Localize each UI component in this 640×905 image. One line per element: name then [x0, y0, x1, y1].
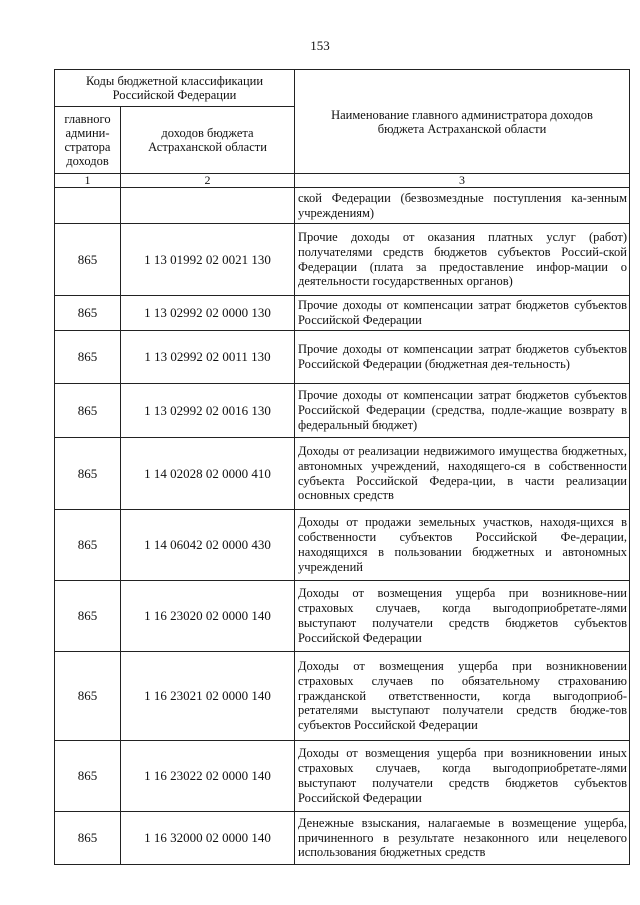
income-name: Доходы от возмещения ущерба при возникновении иных страховых случаев, когда выгодоприобретате-лями выступают получатели средств бюджетов субъектов Российской Федерации: [295, 741, 630, 812]
table-row: [55, 224, 630, 296]
income-name: Доходы от возмещения ущерба при возникновении страховых случаев по обязательному страхованию гражданской ответственности, когда выгодоприоб-ретателями выступают получатели средств бюдже-тов субъектов Российской Федерации: [295, 652, 630, 741]
table-row: [55, 812, 630, 865]
income-code: 1 13 02992 02 0016 130: [121, 384, 295, 438]
admin-code: [55, 188, 121, 224]
admin-code: 865: [55, 652, 121, 741]
admin-code: 865: [55, 741, 121, 812]
table-row: [55, 510, 630, 581]
admin-code: 865: [55, 581, 121, 652]
table-row: [55, 438, 630, 510]
admin-code: 865: [55, 331, 121, 384]
income-code: 1 16 32000 02 0000 140: [121, 812, 295, 865]
admin-column-header: главного админи-стратора доходов: [55, 107, 121, 174]
admin-code: 865: [55, 224, 121, 296]
table-row: [55, 741, 630, 812]
income-code: 1 16 23021 02 0000 140: [121, 652, 295, 741]
income-name: Прочие доходы от компенсации затрат бюджетов субъектов Российской Федерации (бюджетная дея-тельность): [295, 331, 630, 384]
income-name: Прочие доходы от компенсации затрат бюджетов субъектов Российской Федерации: [295, 296, 630, 331]
income-name: Доходы от реализации недвижимого имущества бюджетных, автономных учреждений, находящего-ся в собственности субъекта Российской Федера-ции, в части реализации основных средств: [295, 438, 630, 510]
table-row: [55, 384, 630, 438]
income-column-header: доходов бюджета Астраханской области: [121, 107, 295, 174]
column-number: 1: [55, 174, 121, 188]
income-name: Прочие доходы от оказания платных услуг (работ) получателями средств бюджетов субъектов Россий-ской Федерации (плата за предоставление инфор-мации о деятельности государственных органов): [295, 224, 630, 296]
income-code: 1 13 02992 02 0000 130: [121, 296, 295, 331]
income-name: Денежные взыскания, налагаемые в возмещение ущерба, причиненного в результате незаконного или нецелевого использования бюджетных средств: [295, 812, 630, 865]
page-number: 153: [310, 38, 330, 53]
income-name: Прочие доходы от компенсации затрат бюджетов субъектов Российской Федерации (средства, подле-жащие возврату в федеральный бюджет): [295, 384, 630, 438]
budget-classification-table: [54, 69, 630, 865]
column-number: 2: [121, 174, 295, 188]
admin-code: 865: [55, 296, 121, 331]
admin-code: 865: [55, 384, 121, 438]
table-row: [55, 331, 630, 384]
income-code: 1 14 02028 02 0000 410: [121, 438, 295, 510]
table-row: [55, 188, 630, 224]
income-name: Доходы от продажи земельных участков, находя-щихся в собственности субъектов Российской Фе-дерации, находящихся в пользовании бюджетных и автономных учреждений: [295, 510, 630, 581]
table-row: [55, 652, 630, 741]
admin-code: 865: [55, 510, 121, 581]
admin-code: 865: [55, 812, 121, 865]
income-code: 1 16 23022 02 0000 140: [121, 741, 295, 812]
income-name: ской Федерации (безвозмездные поступления ка-зенным учреждениям): [295, 188, 630, 224]
column-number-row: [55, 174, 630, 188]
income-code: 1 13 02992 02 0011 130: [121, 331, 295, 384]
admin-code: 865: [55, 438, 121, 510]
table-row: [55, 296, 630, 331]
column-number: 3: [295, 174, 630, 188]
income-code: 1 14 06042 02 0000 430: [121, 510, 295, 581]
income-code: 1 13 01992 02 0021 130: [121, 224, 295, 296]
name-column-header: Наименование главного администратора доходов бюджета Астраханской области: [295, 70, 630, 174]
income-code: 1 16 23020 02 0000 140: [121, 581, 295, 652]
income-code: [121, 188, 295, 224]
group-header: Коды бюджетной классификации Российской Федерации: [55, 70, 295, 107]
table-row: [55, 581, 630, 652]
income-name: Доходы от возмещения ущерба при возникнове-нии страховых случаев, когда выгодоприобретате-лями выступают получатели средств бюджетов субъектов Российской Федерации: [295, 581, 630, 652]
header-row-group: [55, 70, 630, 107]
